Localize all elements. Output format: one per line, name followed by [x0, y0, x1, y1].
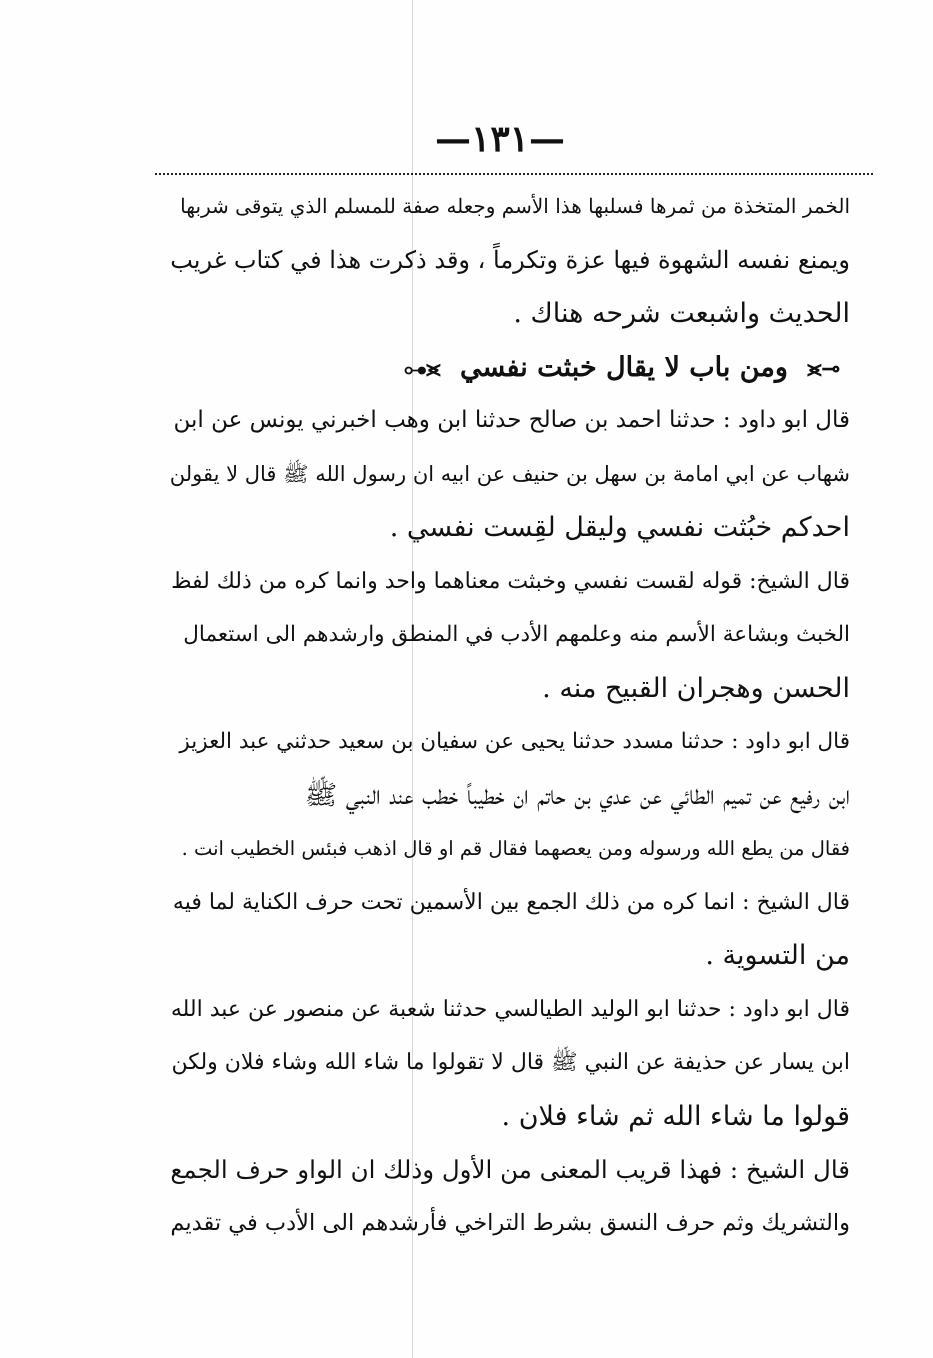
- text-line: قولوا ما شاء الله ثم شاء فلان .: [501, 1100, 850, 1132]
- text-line: قال ابو داود : حدثنا احمد بن صالح حدثنا ابن وهب اخبرني يونس عن ابن: [173, 407, 850, 433]
- text-line: احدكم خبُثت نفسي وليقل لقِست نفسي .: [389, 512, 850, 543]
- header-dotted-rule: [155, 173, 873, 175]
- text-line: ابن رفيع عن تميم الطائي عن عدي بن حاتم ان خطيباً خطب عند النبي ﷺ: [304, 779, 850, 811]
- text-line: قال الشيخ: قوله لقست نفسي وخبثت معناهما واحد وانما كره من ذلك لفظ: [171, 568, 850, 594]
- ornament-left-icon: ⪤⊷: [404, 355, 441, 382]
- ornament-right-icon: ⊸⪤: [807, 355, 840, 382]
- text-line: ابن يسار عن حذيفة عن النبي ﷺ قال لا تقولوا ما شاء الله وشاء فلان ولكن: [171, 1050, 850, 1075]
- text-line: الحسن وهجران القبيح منه .: [542, 672, 850, 704]
- text-line: قال الشيخ : انما كره من ذلك الجمع بين الأسمين تحت حرف الكناية لما فيه: [172, 889, 850, 915]
- text-line: والتشريك وثم حرف النسق بشرط التراخي فأرشدهم الى الأدب في تقديم: [170, 1209, 850, 1236]
- text-line: قال ابو داود : حدثنا مسدد حدثنا يحيى عن سفيان بن سعيد حدثني عبد العزيز: [179, 729, 850, 754]
- text-line: قال الشيخ : فهذا قريب المعنى من الأول وذلك ان الواو حرف الجمع: [170, 1155, 850, 1184]
- text-line: الخبث وبشاعة الأسم منه وعلمهم الأدب في المنطق وارشدهم الى استعمال: [183, 622, 850, 647]
- text-line: الحديث واشبعت شرحه هناك .: [513, 298, 850, 329]
- text-line: الخمر المتخذة من ثمرها فسلبها هذا الأسم وجعله صفة للمسلم الذي يتوقى شربها: [180, 194, 850, 218]
- chapter-heading-text: ومن باب لا يقال خبثت نفسي: [459, 351, 788, 383]
- text-line: شهاب عن ابي امامة بن سهل بن حنيف عن ابيه ان رسول الله ﷺ قال لا يقولن: [170, 461, 850, 486]
- chapter-heading: [170, 341, 850, 395]
- text-line: فقال من يطع الله ورسوله ومن يعصهما فقال قم او قال اذهب فبئس الخطيب انت .: [181, 837, 850, 860]
- page-number: —١٣١—: [434, 118, 565, 160]
- text-line: من التسوية .: [705, 940, 850, 971]
- text-line: قال ابو داود : حدثنا ابو الوليد الطيالسي حدثنا شعبة عن منصور عن عبد الله: [170, 996, 850, 1022]
- body-text: [170, 180, 850, 1250]
- text-line: ويمنع نفسه الشهوة فيها عزة وتكرماً ، وقد ذكرت هذا في كتاب غريب: [170, 245, 850, 274]
